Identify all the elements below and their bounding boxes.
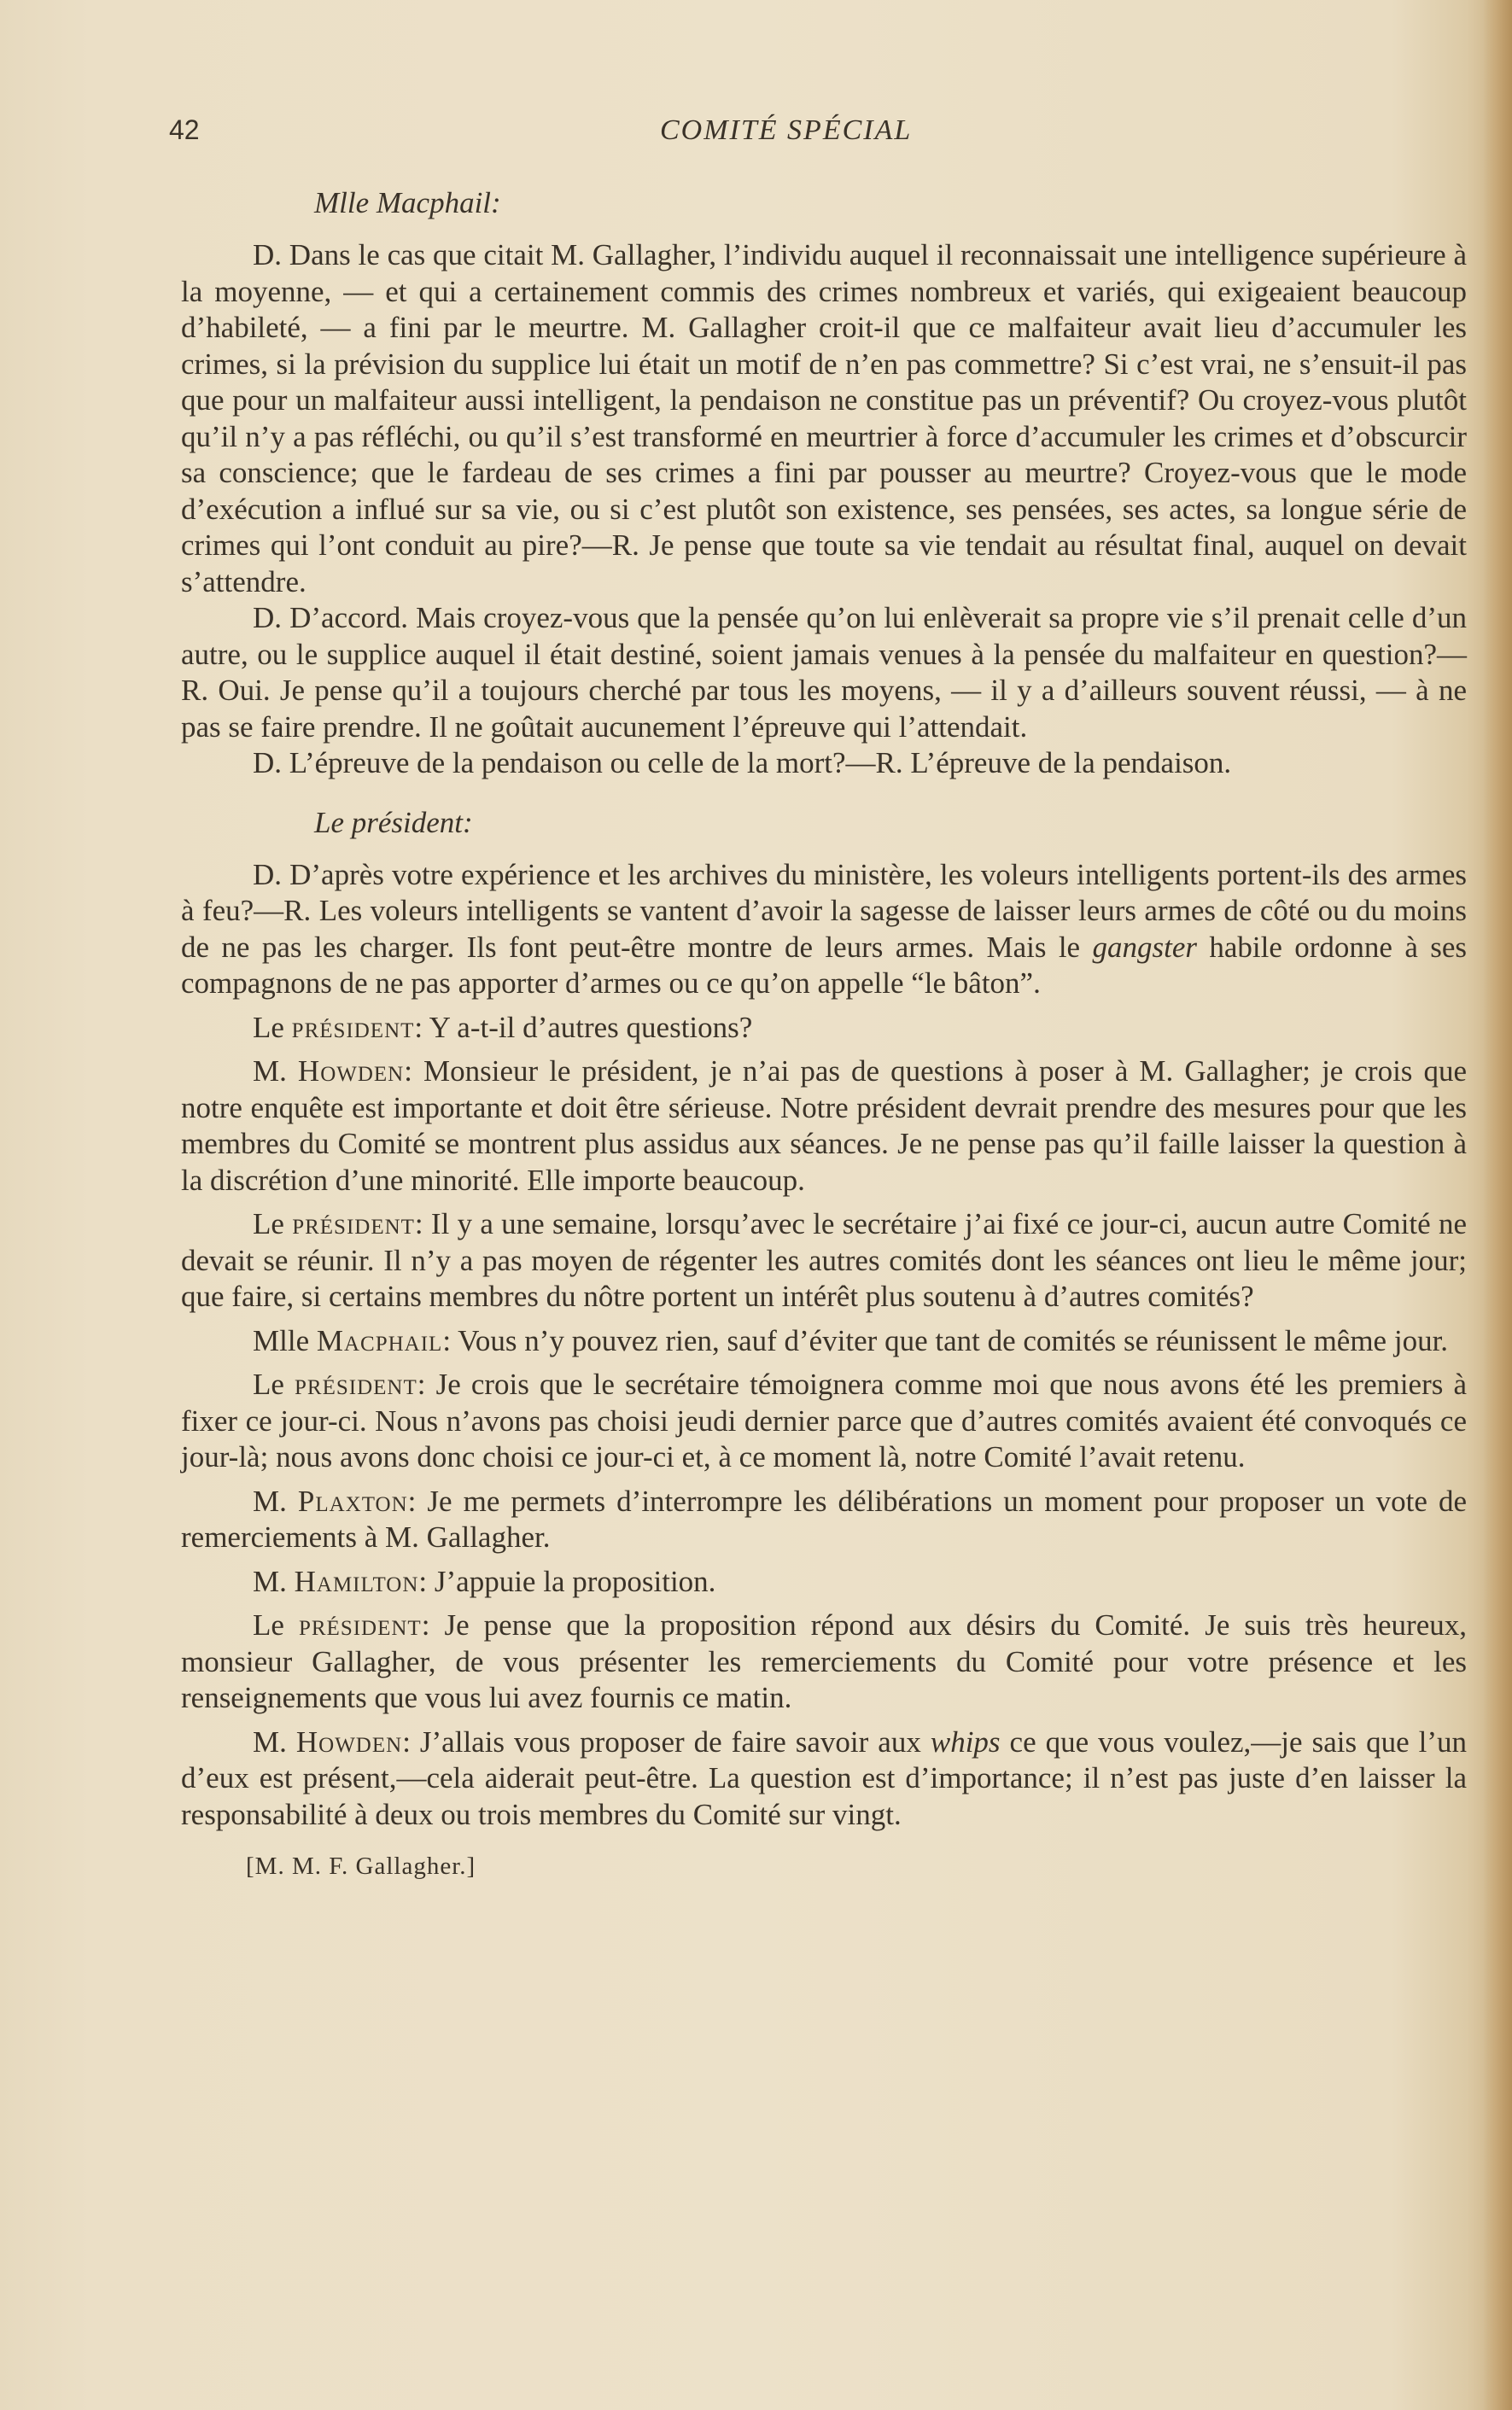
- speech-text: : Je me permets d’interrompre les délibérations un moment pour proposer un vote de remerciements à M. Gallagher.: [181, 1484, 1467, 1554]
- speech-text: : J’allais vous proposer de faire savoir aux: [402, 1724, 931, 1759]
- exchange-paragraph: [181, 1206, 1467, 1316]
- speaker-prefix: M.: [253, 1054, 298, 1088]
- exchange-paragraph: [181, 1053, 1467, 1199]
- paragraph: D. D’accord. Mais croyez-vous que la pensée qu’on lui enlèverait sa propre vie s’il prenait celle d’un autre, ou le supplice auquel il était destiné, soient jamais venues à la pensée du malfaiteur en question?—R. Oui. Je pense qu’il a toujours cherché par tous les moyens, — il y a d’ailleurs souvent réussi, — à ne pas se faire prendre. Il ne goûtait aucunement l’épreuve qui l’attendait.: [181, 601, 1467, 744]
- speaker-prefix: Le: [253, 1207, 293, 1240]
- speaker-name: Hamilton: [294, 1564, 419, 1598]
- exchange-paragraph: [181, 1010, 1467, 1047]
- speaker-name: président: [298, 1608, 422, 1642]
- page-header: [169, 114, 1484, 157]
- speaker-name: Howden: [297, 1054, 405, 1088]
- exchange-paragraph: [181, 1724, 1467, 1834]
- speaker-name: Plaxton: [297, 1484, 408, 1518]
- speaker-prefix: M.: [253, 1484, 298, 1518]
- witness-reference: [M. M. F. Gallagher.]: [246, 1853, 476, 1880]
- speaker-prefix: Le: [253, 1608, 299, 1642]
- speech-text: : Il y a une semaine, lorsqu’avec le secrétaire j’ai fixé ce jour-ci, aucun autre Comité ne devait se réunir. Il n’y a pas moyen de régenter les autres comités dont les séances ont lieu le même jour; que faire, si certains membres du nôtre portent un intérêt plus soutenu à d’autres comités?: [181, 1207, 1467, 1313]
- page-number: 42: [169, 114, 200, 145]
- speaker-name: Howden: [295, 1724, 403, 1759]
- speaker-prefix: M.: [253, 1724, 296, 1759]
- speaker-name: président: [292, 1207, 415, 1240]
- speech-text: : Y a-t-il d’autres questions?: [414, 1010, 753, 1044]
- paragraph: D. Dans le cas que citait M. Gallagher, l’individu auquel il reconnaissait une intelligence supérieure à la moyenne, — et qui a certainement commis des crimes nombreux et variés, qui exigeaient beaucoup d’habileté, — a fini par le meurtre. M. Gallagher croit-il que ce malfaiteur avait lieu d’accumuler les crimes, si la prévision du supplice lui était un motif de n’en pas commettre? Si c’est vrai, ne s’ensuit-il pas que pour un malfaiteur aussi intelligent, la pendaison ne constitue pas un préventif? Ou croyez-vous plutôt qu’il n’y a pas réfléchi, ou qu’il s’est transformé en meurtrier à force d’accumuler les crimes et d’obscurcir sa conscience; que le fardeau de ses crimes a fini par pousser au meurtre? Croyez-vous que le mode d’exécution a influé sur sa vie, ou si c’est plutôt son existence, ses pensées, ses actes, sa longue série de crimes qui l’ont conduit au pire?—R. Je pense que toute sa vie tendait au résultat final, auquel on devait s’attendre.: [181, 238, 1467, 598]
- running-head: COMITÉ SPÉCIAL: [660, 114, 913, 146]
- speech-text: ce que vous voulez,—je sais que l’un d’eux est présent,—cela aiderait peut-être. La question est d’importance; il n’est pas juste d’en laisser la responsabilité à deux ou trois membres du Comité sur vingt.: [181, 1724, 1467, 1831]
- speaker-name: président: [295, 1368, 417, 1401]
- exchange-paragraph: [181, 1484, 1467, 1556]
- page-body: [181, 184, 1467, 1885]
- exchange-paragraph: [181, 1564, 1467, 1601]
- exchange-paragraph: [181, 1367, 1467, 1476]
- speaker-heading-macphail: Mlle Macphail:: [314, 186, 501, 219]
- speaker-prefix: M.: [253, 1564, 295, 1598]
- italic-term: whips: [930, 1724, 1001, 1759]
- speaker-prefix: Mlle: [253, 1323, 317, 1357]
- paragraph: [181, 857, 1467, 1002]
- speaker-prefix: Le: [253, 1010, 292, 1044]
- text-run: habile ordonne à ses compagnons de ne pas apporter d’armes ou ce qu’on appelle “le bâton”.: [181, 930, 1467, 1000]
- italic-term: gangster: [1092, 930, 1197, 964]
- page-edge-shadow: [1483, 0, 1512, 2410]
- speech-text: : Je crois que le secrétaire témoignera comme moi que nous avons été les premiers à fixer ce jour-ci. Nous n’avons pas choisi jeudi dernier parce que d’autres comités avaient été convoqués ce jour-là; nous avons donc choisi ce jour-ci et, à ce moment là, notre Comité l’avait retenu.: [181, 1368, 1468, 1473]
- exchange-paragraph: [181, 1323, 1467, 1360]
- speech-text: : Monsieur le président, je n’ai pas de questions à poser à M. Gallagher; je crois que notre enquête est importante et doit être sérieuse. Notre président devrait prendre des mesures pour que les membres du Comité se montrent plus assidus aux séances. Je ne pense pas qu’il faille laisser la question à la discrétion d’une minorité. Elle importe beaucoup.: [181, 1054, 1467, 1197]
- speaker-heading-president: Le président:: [314, 805, 473, 839]
- speech-text: : J’appuie la proposition.: [418, 1564, 716, 1598]
- speech-text: : Vous n’y pouvez rien, sauf d’éviter que tant de comités se réunissent le même jour.: [442, 1323, 1449, 1357]
- paragraph: D. L’épreuve de la pendaison ou celle de la mort?—R. L’épreuve de la pendaison.: [253, 746, 1232, 779]
- speaker-name: Macphail: [316, 1323, 443, 1357]
- exchange-paragraph: [181, 1608, 1467, 1717]
- speaker-prefix: Le: [253, 1368, 295, 1401]
- speech-text: : Je pense que la proposition répond aux désirs du Comité. Je suis très heureux, monsieur Gallagher, de vous présenter les remerciements du Comité pour votre présence et les renseignements que vous lui avez fournis ce matin.: [181, 1608, 1467, 1714]
- text-run: D. D’après votre expérience et les archives du ministère, les voleurs intelligents portent-ils des armes à feu?—R. Les voleurs intelligents se vantent d’avoir la sagesse de laisser leurs armes de côté ou du moins de ne pas les charger. Ils font peut-être montre de leurs armes. Mais le: [181, 857, 1467, 964]
- speaker-name: président: [291, 1010, 415, 1044]
